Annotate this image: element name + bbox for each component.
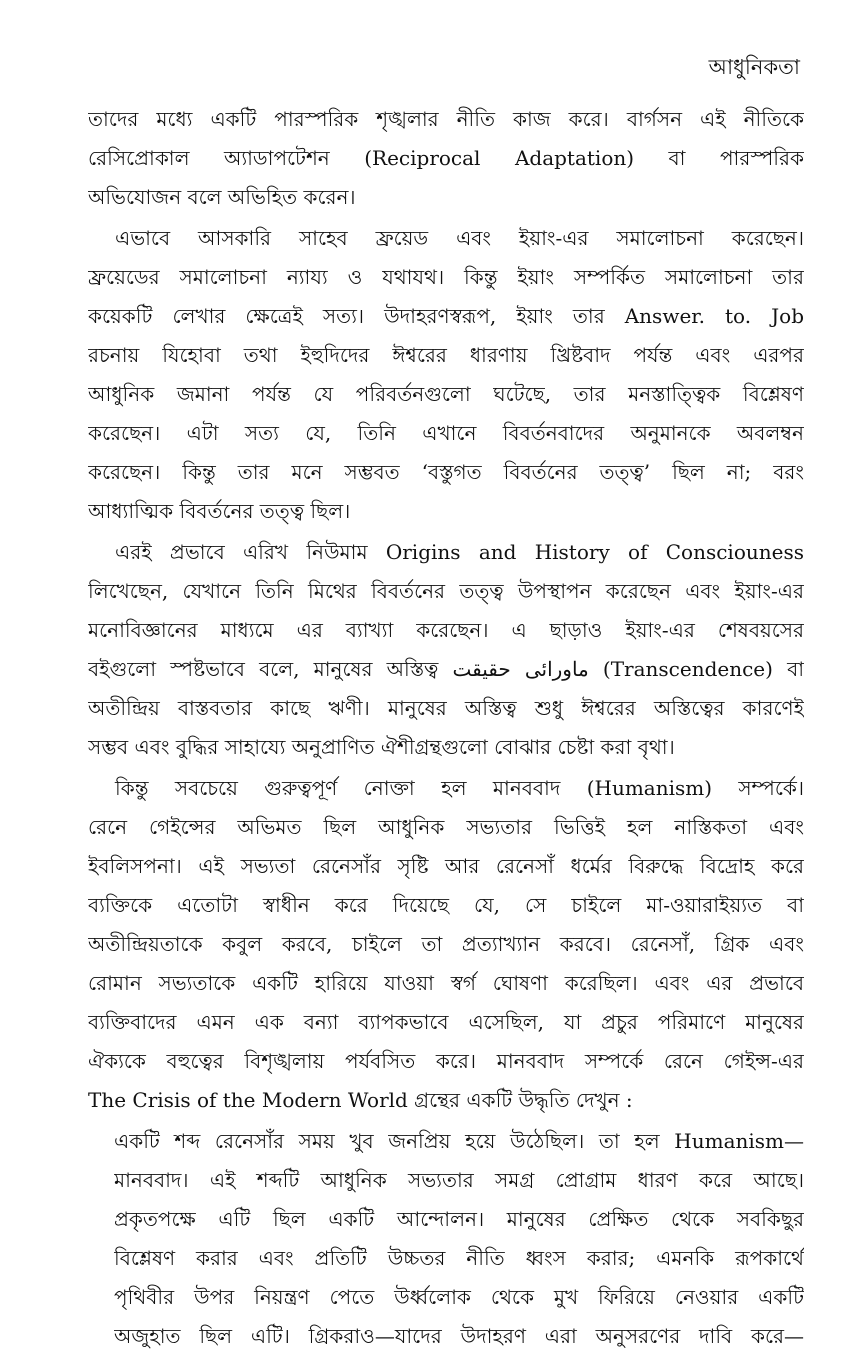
text-line: The Crisis of the Modern World গ্রন্থের একটি উদ্ধৃতি দেখুন : — [88, 1088, 633, 1112]
body-text — [88, 100, 804, 1356]
text-line: বইগুলো স্পষ্টভাবে বলে, মানুষের অস্তিত্ব ماورائی حقیقت (Transcendence) বা — [88, 657, 804, 681]
text-line: রেসিপ্রোকাল অ্যাডাপটেশন (Reciprocal Adaptation) বা পারস্পরিক — [88, 146, 804, 170]
text-line: অভিযোজন বলে অভিহিত করেন। — [88, 185, 356, 209]
text-line: রোমান সভ্যতাকে একটি হারিয়ে যাওয়া স্বর্গ ঘোষণা করেছিল। এবং এর প্রভাবে — [88, 971, 804, 995]
text-line: কিন্তু সবচেয়ে গুরুত্বপূর্ণ নোক্তা হল মানববাদ (Humanism) সম্পর্কে। — [115, 776, 804, 800]
paragraph-1 — [88, 100, 804, 217]
text-line: তাদের মধ্যে একটি পারস্পরিক শৃঙ্খলার নীতি কাজ করে। বার্গসন এই নীতিকে — [88, 107, 804, 131]
quote-line: মানববাদ। এই শব্দটি আধুনিক সভ্যতার সমগ্র প্রোগ্রাম ধারণ করে আছে। — [114, 1168, 804, 1192]
text-line: ব্যক্তিকে এতোটা স্বাধীন করে দিয়েছে যে, সে চাইলে মা-ওয়ারাইয়্যত বা — [88, 893, 804, 917]
text-line: কয়েকটি লেখার ক্ষেত্রেই সত্য। উদাহরণস্বরূপ, ইয়াং তার Answer. to. Job — [88, 304, 804, 328]
text-line: অতীন্দ্রিয়তাকে কবুল করবে, চাইলে তা প্রত্যাখ্যান করবে। রেনেসাঁ, গ্রিক এবং — [88, 932, 804, 956]
text-line: করেছেন। কিন্তু তার মনে সম্ভবত ‘বস্তুগত বিবর্তনের তত্ত্ব’ ছিল না; বরং — [88, 460, 804, 484]
text-line: এরই প্রভাবে এরিখ নিউমাম Origins and History of Consciouness — [115, 540, 804, 564]
quote-line: পৃথিবীর উপর নিয়ন্ত্রণ পেতে উর্ধ্বলোক থেকে মুখ ফিরিয়ে নেওয়ার একটি — [114, 1285, 804, 1309]
text-line: ফ্রয়েডের সমালোচনা ন্যায্য ও যথাযথ। কিন্তু ইয়াং সম্পর্কিত সমালোচনা তার — [88, 265, 804, 289]
text-line: ইবলিসপনা। এই সভ্যতা রেনেসাঁর সৃষ্টি আর রেনেসাঁ ধর্মের বিরুদ্ধে বিদ্রোহ করে — [88, 854, 804, 878]
text-line: অতীন্দ্রিয় বাস্তবতার কাছে ঋণী। মানুষের অস্তিত্ব শুধু ঈশ্বরের অস্তিত্বের কারণেই — [88, 696, 804, 720]
text-line: আধুনিক জমানা পর্যন্ত যে পরিবর্তনগুলো ঘটেছে, তার মনস্তাত্ত্বিক বিশ্লেষণ — [88, 382, 804, 406]
paragraph-2 — [88, 219, 804, 531]
running-header: আধুনিকতা — [708, 55, 800, 79]
quote-line: প্রকৃতপক্ষে এটি ছিল একটি আন্দোলন। মানুষের প্রেক্ষিত থেকে সবকিছুর — [114, 1207, 804, 1231]
block-quote — [114, 1122, 804, 1356]
quote-line: অজুহাত ছিল এটি। গ্রিকরাও—যাদের উদাহরণ এরা অনুসরণের দাবি করে— — [114, 1324, 804, 1348]
text-line: রেনে গেইন্সের অভিমত ছিল আধুনিক সভ্যতার ভিত্তিই হল নাস্তিকতা এবং — [88, 815, 804, 839]
text-line: ব্যক্তিবাদের এমন এক বন্যা ব্যাপকভাবে এসেছিল, যা প্রচুর পরিমাণে মানুষের — [88, 1010, 804, 1034]
quote-line: একটি শব্দ রেনেসাঁর সময় খুব জনপ্রিয় হয়ে উঠেছিল। তা হল Humanism— — [114, 1129, 804, 1153]
text-line: মনোবিজ্ঞানের মাধ্যমে এর ব্যাখ্যা করেছেন। এ ছাড়াও ইয়াং-এর শেষবয়সের — [88, 618, 804, 642]
text-line: করেছেন। এটা সত্য যে, তিনি এখানে বিবর্তনবাদের অনুমানকে অবলম্বন — [88, 421, 804, 445]
text-line: ঐক্যকে বহুত্বের বিশৃঙ্খলায় পর্যবসিত করে। মানববাদ সম্পর্কে রেনে গেইন্স-এর — [88, 1049, 804, 1073]
paragraph-3 — [88, 533, 804, 767]
text-line: এভাবে আসকারি সাহেব ফ্রয়েড এবং ইয়াং-এর সমালোচনা করেছেন। — [115, 226, 804, 250]
text-line: রচনায় যিহোবা তথা ইহুদিদের ঈশ্বরের ধারণায় খ্রিষ্টবাদ পর্যন্ত এবং এরপর — [88, 343, 804, 367]
quote-line: বিশ্লেষণ করার এবং প্রতিটি উচ্চতর নীতি ধ্বংস করার; এমনকি রূপকার্থে — [114, 1246, 804, 1270]
text-line: আধ্যাত্মিক বিবর্তনের তত্ত্ব ছিল। — [88, 499, 351, 523]
paragraph-4 — [88, 769, 804, 1120]
text-line: লিখেছেন, যেখানে তিনি মিথের বিবর্তনের তত্ত্ব উপস্থাপন করেছেন এবং ইয়াং-এর — [88, 579, 804, 603]
text-line: সম্ভব এবং বুদ্ধির সাহায্যে অনুপ্রাণিত ঐশীগ্রন্থগুলো বোঝার চেষ্টা করা বৃথা। — [88, 735, 675, 759]
